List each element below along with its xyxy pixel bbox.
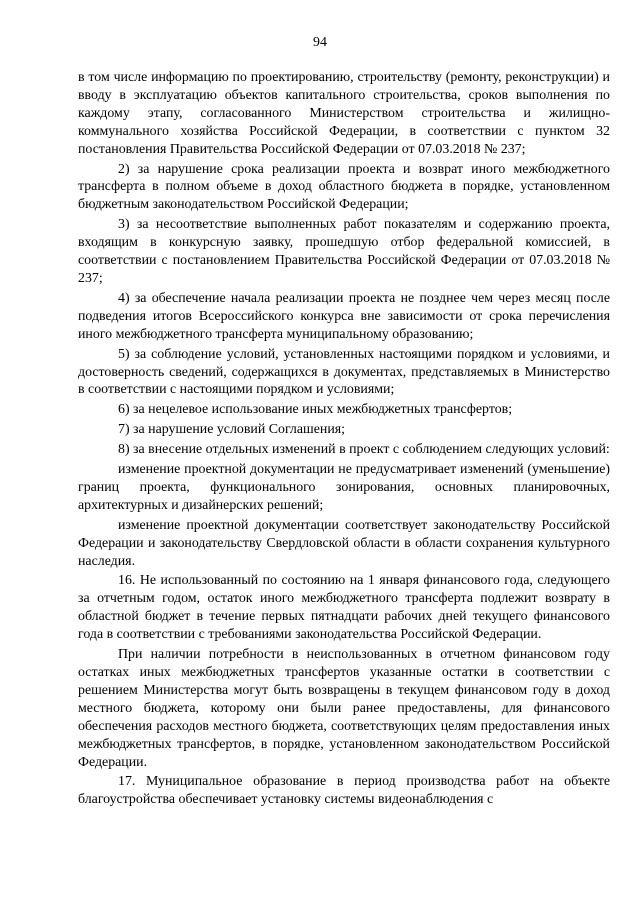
- paragraph: При наличии потребности в неиспользованных в отчетном финансовом году остатках иных межбюджетных трансфертов указанные остатки в соответствии с решением Министерства могут быть возвращены в текущем финансовом году в доход местного бюджета, которому они были ранее предоставлены, для финансового обеспечения расходов местного бюджета, соответствующих целям предоставления иных межбюджетных трансфертов, в порядке, установленном законодательством Российской Федерации.: [78, 647, 610, 770]
- paragraph: изменение проектной документации не предусматривает изменений (уменьшение) границ проекта, функционального зонирования, основных планировочных, архитектурных и дизайнерских решений;: [78, 462, 610, 513]
- body-text: [78, 69, 610, 811]
- paragraph: в том числе информацию по проектированию, строительству (ремонту, реконструкции) и вводу в эксплуатацию объектов капитального строительства, сроков выполнения по каждому этапу, согласованного Министерством строительства и жилищно-коммунального хозяйства Российской Федерации, в соответствии с пунктом 32 постановления Правительства Российской Федерации от 07.03.2018 № 237;: [78, 70, 610, 157]
- paragraph: 8) за внесение отдельных изменений в проект с соблюдением следующих условий:: [118, 442, 610, 458]
- paragraph: 4) за обеспечение начала реализации проекта не позднее чем через месяц после подведения итогов Всероссийского конкурса вне зависимости от срока перечисления иного межбюджетного трансферта муниципальному образованию;: [78, 290, 610, 342]
- paragraph: 2) за нарушение срока реализации проекта и возврат иного межбюджетного трансферта в полном объеме в доход областного бюджета в порядке, установленном бюджетным законодательством Российской Федерации;: [78, 161, 610, 213]
- paragraph: 17. Муниципальное образование в период производства работ на объекте благоустройства обеспечивает установку системы видеонаблюдения с: [78, 774, 610, 808]
- paragraph: 3) за несоответствие выполненных работ показателям и содержанию проекта, входящим в конкурсную заявку, прошедшую отбор федеральной комиссией, в соответствии с постановлением Правительства Российской Федерации от 07.03.2018 № 237;: [78, 217, 610, 286]
- paragraph: 5) за соблюдение условий, установленных настоящими порядком и условиями, и достоверность сведений, содержащихся в документах, представляемых в Министерство в соответствии с настоящими порядком и условиями;: [78, 346, 610, 398]
- page-number: 94: [313, 35, 327, 50]
- paragraph: 6) за нецелевое использование иных межбюджетных трансфертов;: [118, 402, 513, 418]
- paragraph: 7) за нарушение условий Соглашения;: [118, 422, 346, 438]
- paragraph: 16. Не использованный по состоянию на 1 января финансового года, следующего за отчетным годом, остаток иного межбюджетного трансферта подлежит возврату в областной бюджет в течение первых пятнадцати рабочих дней текущего финансового года в соответствии с требованиями законодательства Российской Федерации.: [78, 573, 610, 643]
- paragraph: изменение проектной документации соответствует законодательству Российской Федерации и законодательству Свердловской области в области сохранения культурного наследия.: [78, 517, 610, 569]
